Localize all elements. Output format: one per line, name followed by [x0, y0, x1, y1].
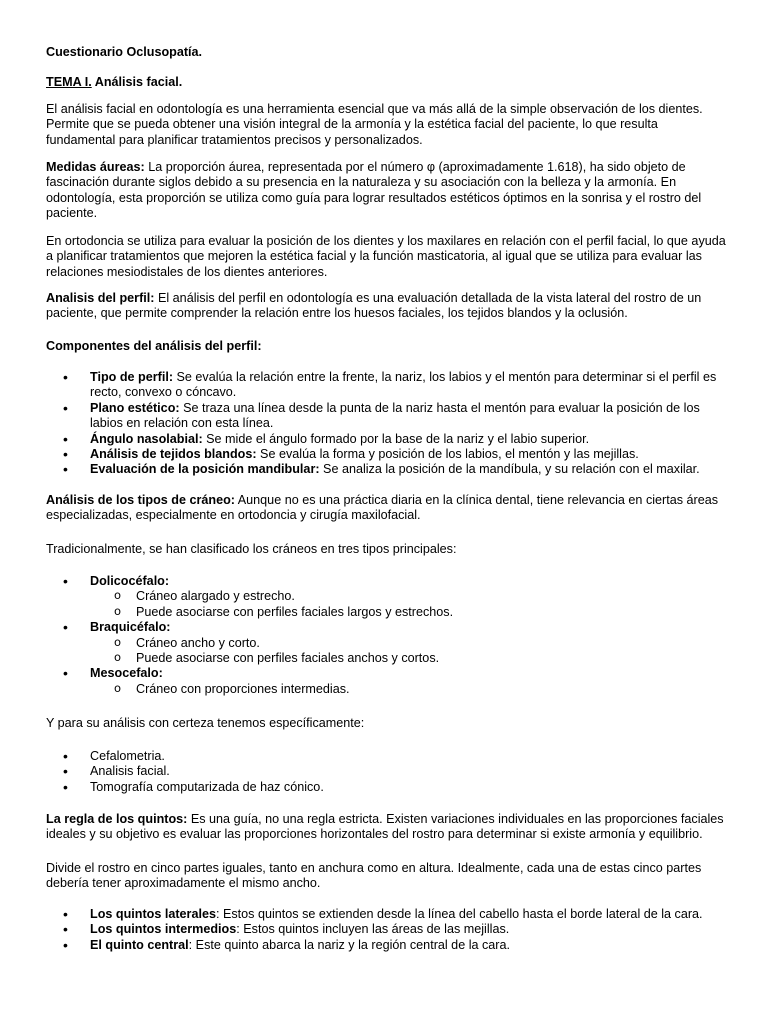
- sub-list: [90, 589, 728, 620]
- ortodoncia-paragraph: En ortodoncia se utiliza para evaluar la posición de los dientes y los maxilares en relación con el perfil facial, lo que ayuda a planificar tratamientos que mejoren la estética facial y la función masticatoria, al igual que se utiliza para evaluar las relaciones mesiodistales de los dientes anteriores.: [46, 234, 726, 279]
- sub-list-item: o Puede asociarse con perfiles faciales largos y estrechos.: [90, 605, 728, 620]
- list-item-term: Evaluación de la posición mandibular:: [90, 462, 320, 477]
- sub-list-item: o Cráneo ancho y corto.: [90, 636, 728, 651]
- certeza-paragraph: Y para su análisis con certeza tenemos específicamente:: [46, 716, 365, 730]
- list-item: [46, 574, 728, 620]
- list-item-term: Los quintos intermedios: [90, 922, 237, 937]
- list-item-term: Tipo de perfil:: [90, 370, 174, 384]
- divide-paragraph: Divide el rostro en cinco partes iguales, tanto en anchura como en altura. Idealmente, cada una de estas cinco partes debería tener aproximadamente el mismo ancho.: [46, 861, 702, 891]
- medidas-text: La proporción áurea, representada por el número φ (aproximadamente 1.618), ha sido objeto de fascinación durante siglos debido a su presencia en la naturaleza y su asociación con la belleza y la armonía. En odontología, esta proporción se utiliza como guía para lograr resultados estéticos óptimos en la sonrisa y el rostro del paciente.: [46, 160, 702, 221]
- list-item: [46, 907, 728, 922]
- section-title: Análisis facial.: [94, 75, 183, 89]
- sub-list: [90, 682, 728, 697]
- medidas-paragraph: [46, 160, 728, 222]
- list-item-text: Se traza una línea desde la punta de la nariz hasta el mentón para evaluar la posición de los labios en relación con esta línea.: [90, 400, 700, 431]
- list-item: [46, 938, 728, 953]
- sub-list-item: o Cráneo alargado y estrecho.: [90, 589, 728, 604]
- sub-list: [90, 636, 728, 667]
- list-item: • Tomografía computarizada de haz cónico.: [46, 780, 728, 795]
- list-item-term: El quinto central: [90, 937, 189, 952]
- list-item-text: : Estos quintos se extienden desde la línea del cabello hasta el borde lateral de la cara.: [215, 907, 703, 921]
- section-heading: [46, 75, 728, 90]
- section-label: TEMA I.: [46, 75, 92, 89]
- craneo-text: Aunque no es una práctica diaria en la clínica dental, tiene relevancia en ciertas áreas especializadas, especialmente en ortodoncia y cirugía maxilofacial.: [46, 493, 719, 523]
- tipos-list: [46, 574, 728, 697]
- componentes-list: [46, 370, 728, 478]
- tipo-name: Dolicocéfalo:: [90, 574, 170, 588]
- list-item: [46, 922, 728, 937]
- list-item-text: Se evalúa la relación entre la frente, la nariz, los labios y el mentón para determinar si el perfil es recto, convexo o cóncavo.: [90, 370, 717, 400]
- quintos-term: La regla de los quintos:: [46, 812, 188, 826]
- list-item: • Cefalometria.: [46, 749, 728, 764]
- list-item-text: Se analiza la posición de la mandíbula, y su relación con el maxilar.: [319, 462, 700, 477]
- metodos-list: [46, 749, 728, 795]
- list-item: [46, 447, 728, 462]
- list-item-term: Ángulo nasolabial:: [90, 431, 203, 446]
- list-item-text: Se evalúa la forma y posición de los labios, el mentón y las mejillas.: [256, 447, 639, 462]
- list-item: [46, 666, 728, 697]
- tipo-name: Braquicéfalo:: [90, 620, 171, 635]
- perfil-paragraph: [46, 291, 728, 322]
- intro-paragraph: El análisis facial en odontología es una herramienta esencial que va más allá de la simple observación de los dientes. Permite que se pueda obtener una visión integral de la armonía y la estética facial del paciente, lo que resulta fundamental para planificar tratamientos precisos y personalizados.: [46, 102, 703, 147]
- list-item-term: Plano estético:: [90, 400, 180, 415]
- list-item-text: : Este quinto abarca la nariz y la región central de la cara.: [188, 937, 510, 952]
- list-item: • Analisis facial.: [46, 764, 728, 779]
- sub-list-item: o Puede asociarse con perfiles faciales anchos y cortos.: [90, 651, 728, 666]
- craneo-paragraph: [46, 493, 728, 524]
- document-title: Cuestionario Oclusopatía.: [46, 45, 203, 59]
- sub-list-item: o Cráneo con proporciones intermedias.: [90, 682, 728, 697]
- list-item-text: Se mide el ángulo formado por la base de la nariz y el labio superior.: [202, 431, 590, 446]
- tipo-name: Mesocefalo:: [90, 666, 163, 681]
- quintos-text: Es una guía, no una regla estricta. Existen variaciones individuales en las proporciones faciales ideales y su objetivo es evaluar las proporciones horizontales del rostro para determinar si existe armonía y equilibrio.: [46, 812, 724, 842]
- list-item-term: Análisis de tejidos blandos:: [90, 447, 257, 462]
- list-item: [46, 401, 728, 432]
- quintos-paragraph: [46, 812, 728, 843]
- list-item: [46, 462, 728, 477]
- medidas-term: Medidas áureas:: [46, 160, 145, 174]
- tradicional-paragraph: Tradicionalmente, se han clasificado los cráneos en tres tipos principales:: [46, 542, 457, 556]
- list-item: [46, 370, 728, 401]
- list-item-text: : Estos quintos incluyen las áreas de las mejillas.: [236, 922, 510, 937]
- list-item: [46, 620, 728, 666]
- list-item: [46, 432, 728, 447]
- list-item-term: Los quintos laterales: [90, 907, 216, 921]
- quintos-list: [46, 907, 728, 953]
- perfil-term: Analisis del perfil:: [46, 291, 155, 305]
- craneo-term: Análisis de los tipos de cráneo:: [46, 493, 235, 507]
- componentes-heading: Componentes del análisis del perfil:: [46, 339, 262, 353]
- perfil-text: El análisis del perfil en odontología es una evaluación detallada de la vista lateral del rostro de un paciente, que permite comprender la relación entre los huesos faciales, los tejidos blandos y la oclusión.: [46, 291, 702, 321]
